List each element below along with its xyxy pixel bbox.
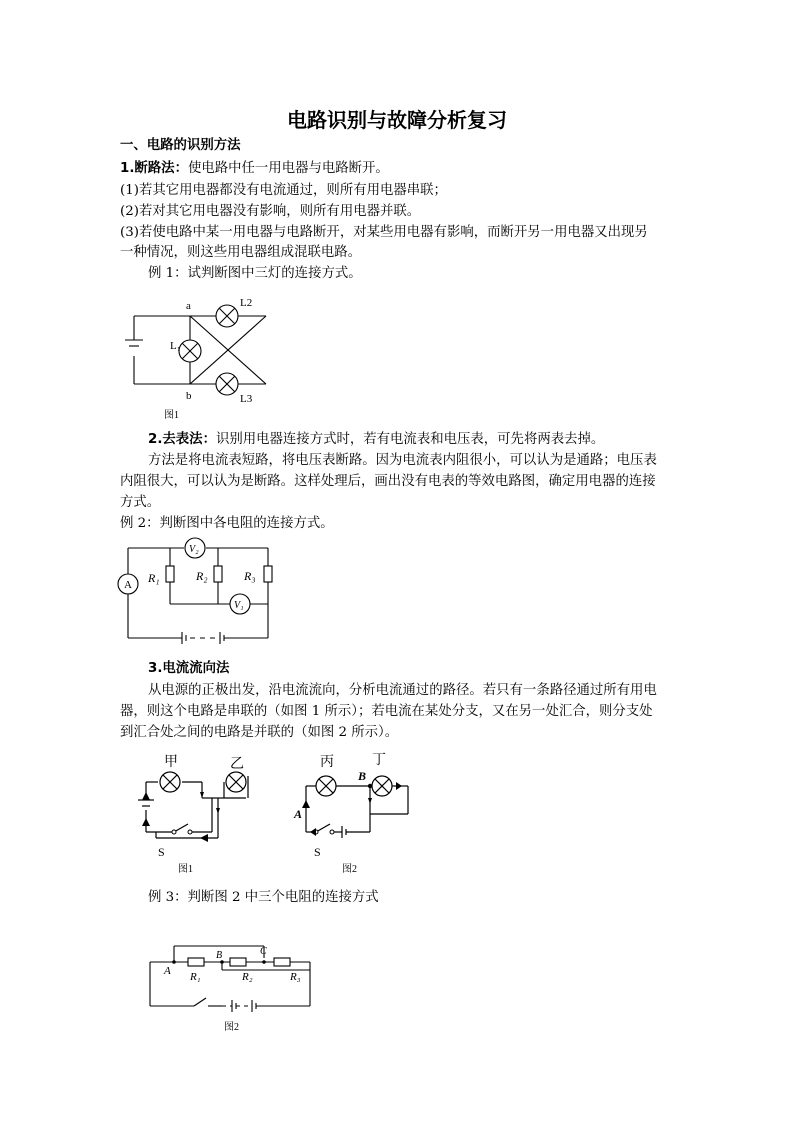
- figure1-caption: 图1: [164, 410, 179, 421]
- lamp-ding-icon: [372, 776, 392, 796]
- figure4-caption: 图2: [342, 864, 357, 875]
- current-arrow-icon: [200, 834, 208, 842]
- method1-heading: [120, 159, 389, 179]
- figure5-caption: 图2: [224, 1022, 239, 1033]
- method1-rule1: (1)若其它用电器都没有电流通过，则所有用电器串联；: [120, 183, 447, 198]
- resistor-r3-label: R₃: [290, 971, 301, 983]
- resistor-r1: [188, 958, 204, 966]
- node-c-dot: [262, 960, 266, 964]
- switch-contact: [188, 830, 192, 834]
- node-b-dot: [368, 784, 372, 788]
- switch-contact: [330, 830, 334, 834]
- node-c-label: C: [260, 946, 267, 957]
- resistor-r1: [166, 566, 174, 582]
- ammeter-label: A: [124, 579, 132, 591]
- current-arrow-icon: [216, 808, 220, 814]
- method3-para-line3: 到汇合处之间的电路是并联的（如图 2 所示）。: [120, 725, 399, 740]
- node-a-dot: [172, 960, 176, 964]
- method1-rule3-line1: (3)若使电路中某一用电器与电路断开，对某些用电器有影响，而断开另一用电器又出现另: [120, 225, 648, 240]
- current-arrow-icon: [200, 792, 204, 798]
- method3-para-line2: 器，则这个电路是串联的（如图 1 所示）；若电流在某处分支，又在另一处汇合，则分支处: [120, 704, 653, 719]
- method2-desc: 识别用电器连接方式时，若有电流表和电压表，可先将两表去掉。: [215, 432, 605, 447]
- method1-title: 1.断路法：: [120, 161, 188, 176]
- method3-para-line1: 从电源的正极出发，沿电流流向，分析电流通过的路径。若只有一条路径通过所有用电: [148, 683, 657, 698]
- section-heading: 一、电路的识别方法: [120, 138, 241, 153]
- current-arrow-icon: [302, 800, 310, 808]
- figure3-caption: 图1: [178, 864, 193, 875]
- lamp-l1-icon: [179, 340, 201, 362]
- lamp-l2-icon: [216, 305, 238, 327]
- figure3-series-circuit: [136, 748, 266, 878]
- example1-text: 例 1：试判断图中三灯的连接方式。: [148, 266, 362, 281]
- figure2-meter-circuit: [118, 538, 288, 648]
- resistor-r3: [264, 566, 272, 582]
- current-arrow-icon: [142, 818, 150, 826]
- resistor-r3-label: R₃: [244, 569, 256, 583]
- node-b-label: B: [358, 769, 367, 783]
- resistor-r2: [230, 958, 246, 966]
- example3-text: 例 3：判断图 2 中三个电阻的连接方式: [148, 890, 379, 905]
- switch-s-label: S: [314, 845, 321, 859]
- current-arrow-icon: [396, 782, 402, 790]
- method3-heading: 3.电流流向法: [148, 661, 230, 676]
- voltmeter-v2-label: V₂: [189, 544, 199, 555]
- current-arrow-icon: [142, 792, 150, 800]
- lamp-l3-label: L3: [240, 393, 253, 405]
- method2-para-line2: 内阻很大，可以认为是断路。这样处理后，画出没有电表的等效电路图，确定用电器的连接: [120, 474, 656, 489]
- resistor-r1-label: R₁: [148, 571, 160, 585]
- lamp-bing-label: 丙: [320, 755, 334, 770]
- node-a-label: a: [186, 300, 191, 312]
- lamp-jia-label: 甲: [164, 755, 178, 770]
- resistor-r1-label: R₁: [190, 971, 201, 983]
- node-b-label: B: [216, 950, 223, 961]
- switch-s-label: S: [158, 845, 165, 859]
- method1-desc: 使电路中任一用电器与电路断开。: [187, 161, 389, 176]
- current-arrow-icon: [310, 828, 316, 836]
- resistor-r2-label: R₂: [196, 569, 208, 583]
- node-a-label: A: [164, 965, 171, 977]
- switch-contact: [172, 830, 176, 834]
- method1-rule2: (2)若对其它用电器没有影响，则所有用电器并联。: [120, 204, 421, 219]
- lamp-yi-icon: [226, 772, 246, 792]
- resistor-r2-label: R₂: [242, 971, 253, 983]
- figure5-resistor-circuit: [142, 938, 322, 1038]
- method2-title: 2.去表法：: [148, 432, 216, 447]
- current-arrow-icon: [368, 798, 372, 804]
- page-title: 电路识别与故障分析复习: [287, 108, 507, 132]
- method2-heading: [148, 430, 604, 450]
- example2-text: 例 2：判断图中各电阻的连接方式。: [120, 516, 334, 531]
- figure4-parallel-circuit: [286, 748, 416, 878]
- lamp-yi-label: 乙: [230, 757, 244, 772]
- voltmeter-v1-label: V₁: [234, 600, 244, 611]
- lamp-l3-icon: [216, 373, 238, 395]
- lamp-bing-icon: [316, 776, 336, 796]
- lamp-ding-label: 丁: [372, 753, 386, 768]
- node-b-label: b: [186, 390, 192, 402]
- lamp-l1-label: L₁: [170, 340, 181, 352]
- method2-para-line1: 方法是将电流表短路，将电压表断路。因为电流表内阻很小，可以认为是通路；电压表: [148, 453, 657, 468]
- lamp-l2-label: L2: [240, 297, 253, 309]
- lamp-jia-icon: [160, 772, 180, 792]
- resistor-r3: [274, 958, 290, 966]
- figure1-lamp-circuit: [120, 292, 280, 422]
- method2-para-line3: 方式。: [120, 495, 161, 510]
- node-a-label: A: [294, 807, 303, 821]
- method1-rule3-line2: 一种情况，则这些用电器组成混联电路。: [120, 245, 362, 260]
- resistor-r2: [214, 566, 222, 582]
